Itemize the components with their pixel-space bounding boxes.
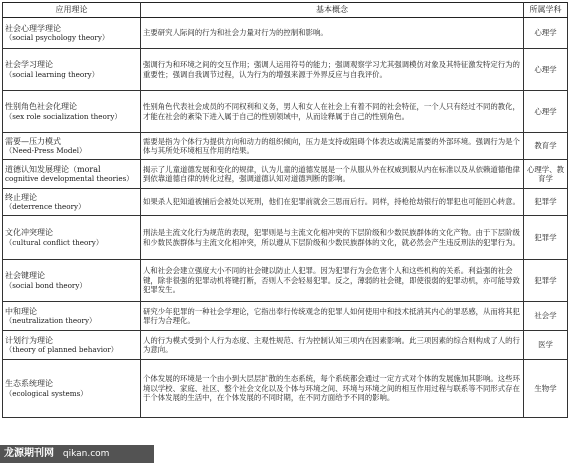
concept-cell: 人和社会会建立强度大小不同的社会键以防止人犯罪。因为犯罪行为会危害个人和这些机构的关系。利益强的社会键，除非很强的犯罪动机将键打断，否则人不会轻易犯罪。反之，薄弱的社会键，即使很弱的犯罪动机，亦可能导致犯罪发生。 [141,260,524,302]
theory-name-cell [3,91,141,133]
table-row [3,91,568,133]
theory-name-cell [3,189,141,216]
theory-name-en: （neutralization theory） [5,316,97,325]
concept-cell: 研究少年犯罪的一种社会学理论，它指出奉行传统观念的犯罪人如何使用中和技术抵消其内心的罪恶感，从而将其犯罪行为合理化。 [141,302,524,331]
subject-cell: 犯罪学 [524,189,568,216]
theory-table [2,2,568,418]
watermark-brand: 龙源期刊网 [4,448,54,459]
table-header-row [3,3,568,18]
theory-name-cell [3,260,141,302]
table-row [3,360,568,418]
theory-name-cn: 社会键理论 [5,271,45,281]
concept-cell: 主要研究人际间的行为和社会力量对行为的控制和影响。 [141,18,524,49]
theory-name-en: （social bond theory） [5,280,87,290]
concept-cell: 个体发展的环境是一个由小到大层层扩散的生态系统，每个系统都会通过一定方式对个体的发展施加其影响。这些环境以学校、家庭、社区、整个社会文化以及个体与环境之间、环境与环境之间的相互作用过程与联系等不同形式存在于个体发展的生活中，在个体发展的不同时期，在不同方面给予不同的影响。 [141,360,524,418]
theory-name-cn: 社会心理学理论 [5,23,61,33]
theory-name-en: cognitive developmental theories） [5,174,134,183]
header-concept: 基本概念 [141,3,524,18]
theory-name-en: （sex role socialization theory） [5,111,122,121]
theory-name-en: （social psychology theory） [5,33,110,42]
subject-cell: 社会学 [524,302,568,331]
table-row [3,302,568,331]
theory-name-cn: 计划行为理论 [5,335,53,345]
theory-name-cn: 生态系统理论 [5,379,53,389]
concept-cell: 刑法是主流文化行为规范的表现，犯罪则是与主流文化相冲突的下层阶级和少数民族群体的文化产物。由于下层阶级和少数民族群体与主流文化相冲突，所以遵从下层阶级和少数民族群体的文化，就必然会产生违反刑法的犯罪行为。 [141,216,524,260]
theory-name-cn: 道德认知发展理论（moral [5,164,101,174]
theory-name-cn: 需要—压力模式 [5,136,61,146]
theory-name-cn: 社会学习理论 [5,60,53,70]
table-row [3,260,568,302]
concept-cell: 揭示了儿童道德发展和变化的规律，认为儿童的道德发展是一个从服从外在权威到服从内在标准以及从依赖道德他律到依靠道德自律的转化过程，强调道德认知对道德判断的影响。 [141,160,524,189]
theory-name-cn: 性别角色社会化理论 [5,102,77,112]
concept-cell: 强调行为和环境之间的交互作用；强调人运用符号的能力；强调观察学习尤其强调模仿对象及其特征激发特定行为的重要性；强调自我调节过程，认为行为的增强来源于外界反应与自我评价。 [141,49,524,91]
theory-name-cn: 文化冲突理论 [5,228,53,238]
subject-cell: 心理学 [524,18,568,49]
subject-cell: 生物学 [524,360,568,418]
table-row [3,160,568,189]
theory-name-en: （deterrence theory） [5,202,86,211]
theory-name-cn: 中和理论 [5,306,37,316]
watermark-url: qikan.com [62,449,110,459]
table-row [3,49,568,91]
theory-name-cell [3,360,141,418]
subject-cell: 心理学、教育学 [524,160,568,189]
table-row [3,189,568,216]
theory-name-cell [3,160,141,189]
theory-name-cell [3,216,141,260]
theory-name-cell [3,302,141,331]
watermark [0,445,154,463]
table-row [3,18,568,49]
theory-name-cell [3,133,141,160]
subject-cell: 犯罪学 [524,216,568,260]
concept-cell: 性别角色代表社会成员的不同权利和义务，男人和女人在社会上有着不同的社会特征，一个人只有经过不同的教化，才能在社会的紊染下进入属于自己的性别领域中，从而诠释属于自己的性别角色。 [141,91,524,133]
table-row [3,216,568,260]
table-row [3,133,568,160]
subject-cell: 教育学 [524,133,568,160]
theory-name-en: （theory of planned behavior） [5,345,118,354]
header-subject: 所属学科 [524,3,568,18]
theory-name-cell [3,331,141,360]
theory-name-cell [3,49,141,91]
header-theory: 应用理论 [3,3,141,18]
concept-cell: 需要是指为个体行为提供方向和动力的组织倾向，压力是支持或阻碍个体表达或满足需要的外部环境。强调行为是个体与其所处环境相互作用的结果。 [141,133,524,160]
subject-cell: 心理学 [524,91,568,133]
concept-cell: 如果杀人犯知道被捕后会被处以死刑，他们在犯罪前就会三思而后行。同样，持枪抢劫银行的罪犯也可能回心转意。 [141,189,524,216]
theory-name-cn: 终止理论 [5,192,37,202]
theory-name-en: （social learning theory） [5,69,99,79]
subject-cell: 医学 [524,331,568,360]
subject-cell: 犯罪学 [524,260,568,302]
theory-name-en: （cultural conflict theory） [5,237,104,247]
theory-name-cell [3,18,141,49]
subject-cell: 心理学 [524,49,568,91]
table-row [3,331,568,360]
concept-cell: 人的行为模式受到个人行为态度、主观性规范、行为控制认知三项内在因素影响。此三项因素的综合则构成了人的行为意向。 [141,331,524,360]
theory-name-en: （ecological systems） [5,388,88,398]
theory-name-en: （Need-Press Model） [5,146,87,155]
